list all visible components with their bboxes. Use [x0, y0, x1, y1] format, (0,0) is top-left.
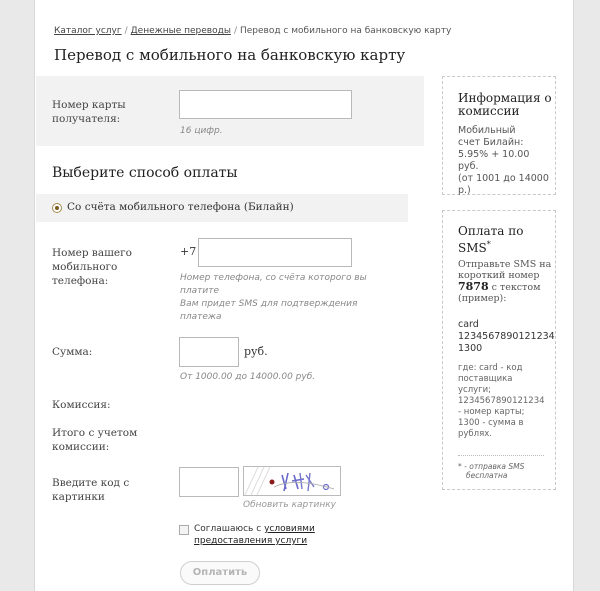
sms-example-line: 1234567890121234	[458, 331, 555, 342]
sms-info-box	[442, 210, 556, 490]
total-label: Итого с учетом комиссии:	[52, 427, 138, 453]
breadcrumb-catalog[interactable]: Каталог услуг	[54, 26, 122, 36]
payment-method-title: Выберите способ оплаты	[52, 165, 238, 181]
sms-divider	[458, 455, 544, 456]
captcha-input[interactable]	[179, 467, 239, 497]
amount-label: Сумма:	[52, 346, 93, 358]
commission-line: (от 1001 до 14000 р.)	[458, 173, 549, 196]
phone-hint-line1: Номер телефона, со счёта которого вы платите	[180, 273, 367, 296]
sms-instructions	[458, 259, 554, 304]
sms-where-line: услуги;	[458, 385, 492, 395]
card-number-hint: 16 цифр.	[180, 126, 223, 136]
payment-option-label: Со счёта мобильного телефона (Билайн)	[67, 201, 294, 213]
commission-line: счет Билайн:	[458, 137, 524, 148]
breadcrumb-separator: /	[233, 26, 237, 36]
captcha-refresh-link[interactable]: Обновить картинку	[243, 500, 336, 510]
phone-hint	[180, 272, 400, 324]
commission-info-text	[458, 125, 555, 197]
phone-input[interactable]	[198, 238, 352, 267]
payment-option-mobile[interactable]	[36, 194, 408, 222]
sms-where-line: - номер карты;	[458, 407, 525, 417]
sms-footnote-line: * - отправка SMS	[458, 462, 525, 471]
commission-info-box	[442, 76, 556, 195]
sms-where-line: где: card - код	[458, 363, 523, 373]
sms-title-mark: *	[486, 240, 491, 249]
commission-line: 5.95% + 10.00	[458, 149, 530, 160]
phone-label: Номер вашего мобильного телефона:	[52, 247, 132, 287]
sms-title-line: Оплата по	[458, 224, 524, 238]
sms-send-line: Отправьте SMS на	[458, 259, 552, 270]
sms-example-line: card	[458, 319, 479, 330]
sms-example	[458, 319, 555, 355]
amount-unit: руб.	[244, 345, 268, 358]
sms-title-line: SMS	[458, 241, 487, 255]
sms-where-line: рублях.	[458, 429, 492, 439]
amount-hint: От 1000.00 до 14000.00 руб.	[180, 372, 316, 382]
agree-prefix: Соглашаюсь с	[194, 524, 262, 534]
sms-where-line: 1300 - сумма в	[458, 418, 524, 428]
phone-prefix: +7	[180, 245, 197, 258]
agree-text	[194, 523, 394, 547]
sms-footnote	[458, 462, 524, 480]
terms-link[interactable]: условиями предоставления услуги	[194, 524, 315, 546]
commission-info-title: Информация о комиссии	[458, 91, 552, 118]
sms-info-title	[458, 225, 523, 255]
sms-where-line: 1234567890121234	[458, 396, 545, 406]
sms-send-line: короткий номер	[458, 270, 540, 281]
card-number-label: Номер карты получателя:	[52, 99, 126, 125]
sms-send-line: с текстом	[491, 282, 541, 293]
breadcrumb-separator: /	[124, 26, 128, 36]
breadcrumb-money-transfers[interactable]: Денежные переводы	[130, 26, 231, 36]
card-number-input[interactable]	[179, 90, 352, 119]
commission-line: руб.	[458, 161, 479, 172]
captcha-image	[243, 466, 341, 496]
captcha-label: Введите код с картинки	[52, 477, 130, 503]
radio-selected-icon[interactable]	[52, 203, 62, 213]
pay-button[interactable]: Оплатить	[180, 561, 260, 585]
sms-where-line: поставщика	[458, 374, 513, 384]
breadcrumb	[54, 26, 452, 36]
page-title: Перевод с мобильного на банковскую карту	[54, 46, 406, 64]
commission-line: Мобильный	[458, 125, 516, 136]
sms-example-line: 1300	[458, 343, 483, 354]
agree-checkbox[interactable]	[179, 525, 189, 535]
sms-where	[458, 363, 545, 440]
captcha-image-drawing	[244, 467, 341, 496]
amount-input[interactable]	[179, 337, 239, 367]
breadcrumb-current: Перевод с мобильного на банковскую карту	[239, 26, 452, 36]
sms-footnote-line: бесплатна	[466, 471, 508, 480]
sms-send-line: (пример):	[458, 293, 507, 304]
commission-label: Комиссия:	[52, 399, 111, 411]
phone-hint-line2: Вам придет SMS для подтверждения платежа	[180, 299, 358, 322]
sms-short-number: 7878	[458, 280, 489, 293]
